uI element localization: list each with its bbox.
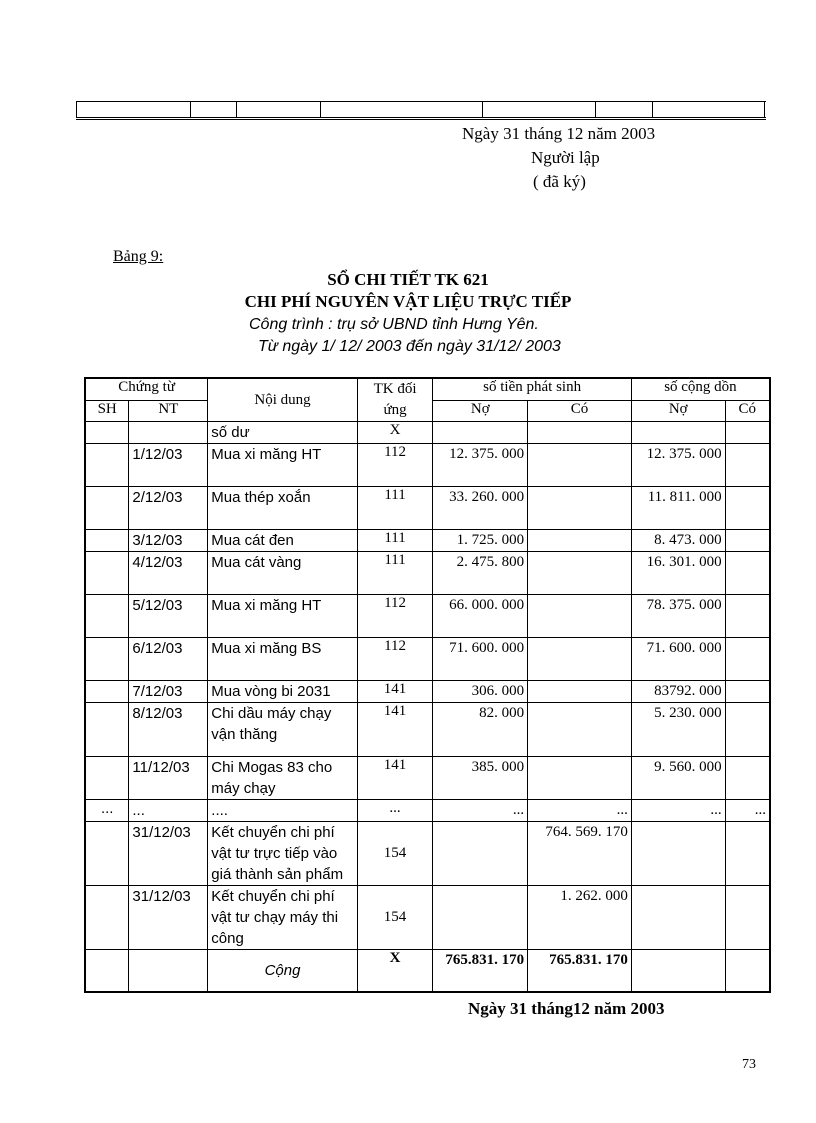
cell-nt: 1/12/03: [129, 444, 208, 487]
header-cd-no: Nợ: [631, 400, 725, 421]
cell-co: [528, 487, 632, 530]
cell-no: 66. 000. 000: [433, 595, 528, 638]
cell-cd-no: [631, 422, 725, 444]
cell-sh: [85, 595, 129, 638]
cell-tk: X: [357, 422, 433, 444]
cell-nt: 31/12/03: [129, 822, 208, 886]
cell-tk: 112: [357, 444, 433, 487]
cell-nt: 6/12/03: [129, 638, 208, 681]
cell-tk: 111: [357, 552, 433, 595]
cell-no: ...: [433, 800, 528, 822]
ledger-table: [84, 377, 771, 993]
cell-cd-no: [631, 822, 725, 886]
cell-cd-no: 83792. 000: [631, 681, 725, 703]
cell-tk: 141: [357, 757, 433, 800]
header-row-1: [85, 378, 770, 400]
top-signer: Người lập: [531, 148, 600, 167]
cell-co: [528, 552, 632, 595]
table-row: [85, 681, 770, 703]
cell-sh: [85, 703, 129, 757]
period-line: Từ ngày 1/ 12/ 2003 đến ngày 31/12/ 2003: [258, 338, 561, 355]
cell-nt: 11/12/03: [129, 757, 208, 800]
table-row: [85, 757, 770, 800]
total-row: [85, 950, 770, 992]
header-chung-tu: Chứng từ: [85, 378, 208, 400]
header-no: Nợ: [433, 400, 528, 421]
total-no: 765.831. 170: [433, 950, 528, 992]
table-row: [85, 422, 770, 444]
cell-cd-no: 16. 301. 000: [631, 552, 725, 595]
project-line: Công trình : trụ sở UBND tỉnh Hưng Yên.: [249, 316, 539, 333]
cell-noi-dung: Mua xi măng HT: [208, 595, 357, 638]
cell-noi-dung: Mua xi măng HT: [208, 444, 357, 487]
cell-sh: [85, 681, 129, 703]
table-row: [85, 552, 770, 595]
previous-table-stub: [76, 101, 766, 120]
table-row: [85, 530, 770, 552]
cell-tk: 111: [357, 530, 433, 552]
table-row: [85, 886, 770, 950]
cell-sh: [85, 757, 129, 800]
header-cd-co: Có: [725, 400, 770, 421]
header-nt: NT: [129, 400, 208, 421]
cell-noi-dung: Mua cát vàng: [208, 552, 357, 595]
cell-noi-dung: Mua thép xoắn: [208, 487, 357, 530]
cell-tk: ...: [357, 800, 433, 822]
cell-tk: 111: [357, 487, 433, 530]
cell-no: 306. 000: [433, 681, 528, 703]
table-row: [85, 595, 770, 638]
page-title: SỔ CHI TIẾT TK 621: [327, 270, 489, 289]
cell-cd-co: [725, 422, 770, 444]
header-sh: SH: [85, 400, 129, 421]
cell-no: 82. 000: [433, 703, 528, 757]
cell-sh: ...: [85, 800, 129, 822]
cell-co: ...: [528, 800, 632, 822]
cell-no: [433, 822, 528, 886]
header-noi-dung: Nội dung: [208, 378, 357, 422]
header-co: Có: [528, 400, 632, 421]
table-row: [85, 638, 770, 681]
cell-tk: 154: [357, 822, 433, 886]
cell-sh: [85, 886, 129, 950]
cell-cd-co: ...: [725, 800, 770, 822]
cell-co: [528, 681, 632, 703]
cell-noi-dung: Kết chuyển chi phí vật tư trực tiếp vào giá thành sản phẩm: [208, 822, 357, 886]
cell-co: [528, 422, 632, 444]
cell-noi-dung: Mua cát đen: [208, 530, 357, 552]
cell-cd-co: [725, 822, 770, 886]
cell-cd-co: [725, 552, 770, 595]
page-number: 73: [742, 1057, 756, 1072]
cell-cd-no: 9. 560. 000: [631, 757, 725, 800]
top-date: Ngày 31 tháng 12 năm 2003: [462, 124, 656, 143]
table-row: [85, 822, 770, 886]
cell-noi-dung: Chi Mogas 83 cho máy chạy: [208, 757, 357, 800]
cell-noi-dung: Kết chuyển chi phí vật tư chạy máy thi công: [208, 886, 357, 950]
cell-nt: ...: [129, 800, 208, 822]
cell-no: 71. 600. 000: [433, 638, 528, 681]
cell-co: [528, 703, 632, 757]
total-co: 765.831. 170: [528, 950, 632, 992]
cell-noi-dung: Mua vòng bi 2031: [208, 681, 357, 703]
cell-nt: 5/12/03: [129, 595, 208, 638]
cell-nt: 3/12/03: [129, 530, 208, 552]
cell-cd-no: 8. 473. 000: [631, 530, 725, 552]
cell-nt: 7/12/03: [129, 681, 208, 703]
total-tk: X: [357, 950, 433, 992]
cell-tk: 141: [357, 703, 433, 757]
cell-co: 764. 569. 170: [528, 822, 632, 886]
cell-no: 33. 260. 000: [433, 487, 528, 530]
cell-no: 1. 725. 000: [433, 530, 528, 552]
cell-nt: 2/12/03: [129, 487, 208, 530]
cell-no: [433, 422, 528, 444]
table-label: Bảng 9:: [113, 248, 164, 265]
cell-cd-co: [725, 886, 770, 950]
cell-nt: 8/12/03: [129, 703, 208, 757]
cell-cd-co: [725, 487, 770, 530]
header-so-tien-phat-sinh: số tiền phát sinh: [433, 378, 631, 400]
table-row: [85, 800, 770, 822]
cell-cd-no: 71. 600. 000: [631, 638, 725, 681]
table-row: [85, 703, 770, 757]
cell-cd-no: [631, 886, 725, 950]
cell-cd-co: [725, 530, 770, 552]
cell-co: [528, 595, 632, 638]
cell-cd-co: [725, 444, 770, 487]
cell-sh: [85, 822, 129, 886]
cell-cd-co: [725, 595, 770, 638]
top-signed: ( đã ký): [533, 172, 586, 191]
cell-tk: 141: [357, 681, 433, 703]
cell-co: [528, 757, 632, 800]
cell-cd-no: 78. 375. 000: [631, 595, 725, 638]
cell-sh: [85, 530, 129, 552]
page-subtitle-title: CHI PHÍ NGUYÊN VẬT LIỆU TRỰC TIẾP: [244, 292, 572, 311]
bottom-date: Ngày 31 tháng12 năm 2003: [468, 999, 665, 1018]
cell-cd-no: ...: [631, 800, 725, 822]
cell-cd-co: [725, 703, 770, 757]
cell-no: 12. 375. 000: [433, 444, 528, 487]
cell-no: [433, 886, 528, 950]
cell-sh: [85, 444, 129, 487]
table-row: [85, 487, 770, 530]
cell-cd-no: 11. 811. 000: [631, 487, 725, 530]
header-tk-doi-ung: TK đối ứng: [357, 378, 433, 422]
cell-tk: 112: [357, 595, 433, 638]
table-row: [85, 444, 770, 487]
cell-noi-dung: Mua xi măng BS: [208, 638, 357, 681]
cell-noi-dung: ....: [208, 800, 357, 822]
cell-cd-co: [725, 638, 770, 681]
cell-no: 385. 000: [433, 757, 528, 800]
cell-cd-co: [725, 757, 770, 800]
cell-no: 2. 475. 800: [433, 552, 528, 595]
cell-noi-dung: Chi dầu máy chạy vận thăng: [208, 703, 357, 757]
total-label: Cộng: [208, 950, 357, 992]
cell-co: [528, 444, 632, 487]
cell-nt: 4/12/03: [129, 552, 208, 595]
cell-nt: [129, 422, 208, 444]
cell-tk: 112: [357, 638, 433, 681]
header-so-cong-don: số cộng dồn: [631, 378, 770, 400]
cell-sh: [85, 422, 129, 444]
cell-co: [528, 530, 632, 552]
cell-cd-no: 5. 230. 000: [631, 703, 725, 757]
cell-noi-dung: số dư: [208, 422, 357, 444]
cell-sh: [85, 552, 129, 595]
cell-cd-no: 12. 375. 000: [631, 444, 725, 487]
cell-co: 1. 262. 000: [528, 886, 632, 950]
cell-sh: [85, 638, 129, 681]
cell-co: [528, 638, 632, 681]
cell-tk: 154: [357, 886, 433, 950]
cell-nt: 31/12/03: [129, 886, 208, 950]
cell-sh: [85, 487, 129, 530]
cell-cd-co: [725, 681, 770, 703]
